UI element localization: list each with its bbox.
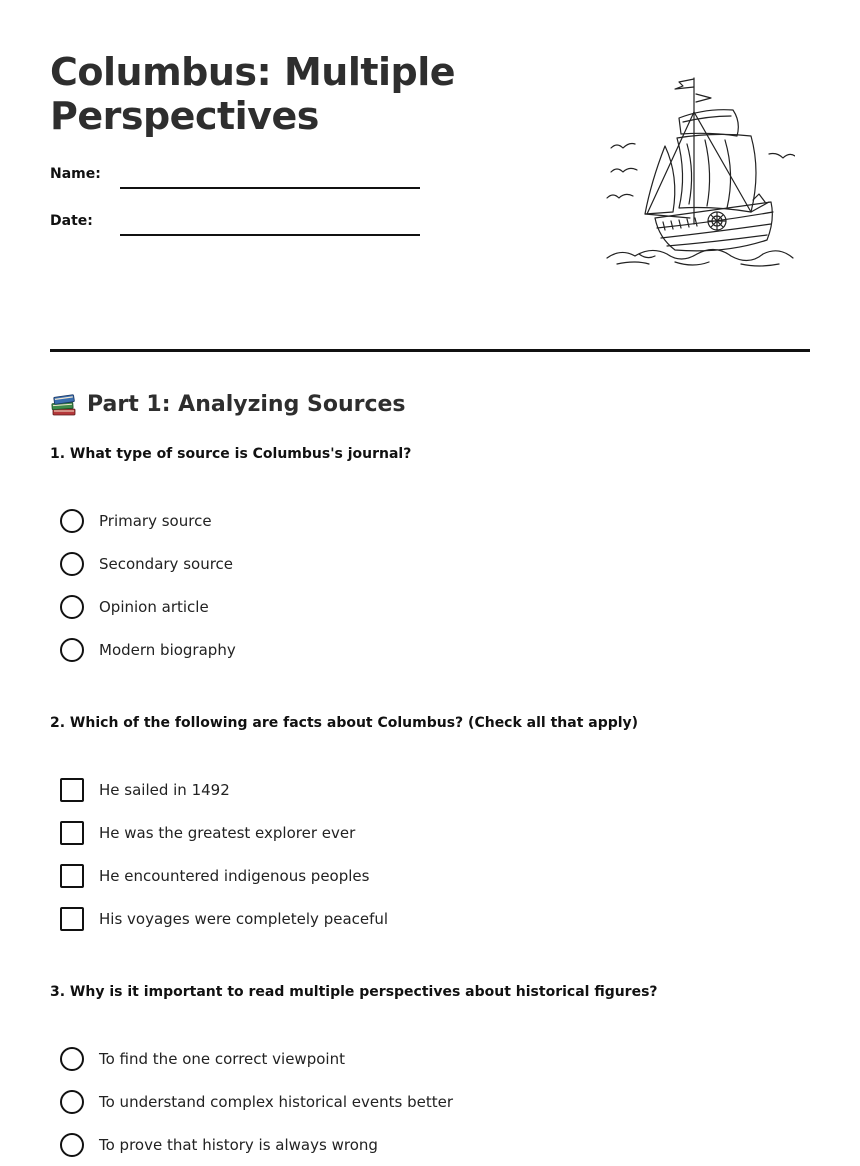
answer-options xyxy=(60,768,388,940)
answer-option[interactable] xyxy=(60,854,388,897)
sailing-ship-icon xyxy=(555,72,795,272)
question-text: 1. What type of source is Columbus's journal? xyxy=(50,446,412,462)
option-label: He was the greatest explorer ever xyxy=(99,823,356,842)
worksheet-header xyxy=(50,0,810,350)
answer-option[interactable] xyxy=(60,1080,453,1123)
section-title: Part 1: Analyzing Sources xyxy=(87,391,406,417)
checkbox[interactable] xyxy=(60,864,84,888)
radio-button[interactable] xyxy=(60,509,84,533)
radio-button[interactable] xyxy=(60,1090,84,1114)
option-label: Primary source xyxy=(99,511,212,530)
answer-option[interactable] xyxy=(60,542,236,585)
question-text: 3. Why is it important to read multiple perspectives about historical figures? xyxy=(50,984,658,1000)
part1-heading xyxy=(50,388,406,420)
option-label: Opinion article xyxy=(99,597,209,616)
option-label: To prove that history is always wrong xyxy=(99,1135,378,1154)
name-field[interactable] xyxy=(50,164,420,188)
question-3 xyxy=(50,982,810,1154)
answer-options xyxy=(60,499,236,671)
checkbox[interactable] xyxy=(60,821,84,845)
books-icon xyxy=(50,390,78,418)
answer-option[interactable] xyxy=(60,1123,453,1166)
option-label: Modern biography xyxy=(99,640,236,659)
radio-button[interactable] xyxy=(60,638,84,662)
radio-button[interactable] xyxy=(60,552,84,576)
option-label: To find the one correct viewpoint xyxy=(99,1049,345,1068)
radio-button[interactable] xyxy=(60,1047,84,1071)
answer-options xyxy=(60,1037,453,1166)
option-label: Secondary source xyxy=(99,554,234,573)
answer-option[interactable] xyxy=(60,1037,453,1080)
name-write-line[interactable] xyxy=(120,187,420,189)
date-field[interactable] xyxy=(50,211,420,235)
option-label: To understand complex historical events better xyxy=(99,1092,453,1111)
answer-option[interactable] xyxy=(60,811,388,854)
answer-option[interactable] xyxy=(60,499,236,542)
checkbox[interactable] xyxy=(60,778,84,802)
answer-option[interactable] xyxy=(60,585,236,628)
option-label: His voyages were completely peaceful xyxy=(99,909,389,928)
date-label: Date: xyxy=(50,213,93,229)
name-label: Name: xyxy=(50,166,101,182)
answer-option[interactable] xyxy=(60,768,388,811)
question-2 xyxy=(50,713,810,928)
question-text: 2. Which of the following are facts about Columbus? (Check all that apply) xyxy=(50,715,639,731)
answer-option[interactable] xyxy=(60,897,388,940)
checkbox[interactable] xyxy=(60,907,84,931)
option-label: He encountered indigenous peoples xyxy=(99,866,370,885)
radio-button[interactable] xyxy=(60,595,84,619)
worksheet-page xyxy=(50,0,810,1154)
header-divider xyxy=(50,349,810,352)
date-write-line[interactable] xyxy=(120,234,420,236)
question-1 xyxy=(50,444,810,659)
answer-option[interactable] xyxy=(60,628,236,671)
option-label: He sailed in 1492 xyxy=(99,780,230,799)
page-title: Columbus: Multiple Perspectives xyxy=(50,50,456,138)
radio-button[interactable] xyxy=(60,1133,84,1157)
